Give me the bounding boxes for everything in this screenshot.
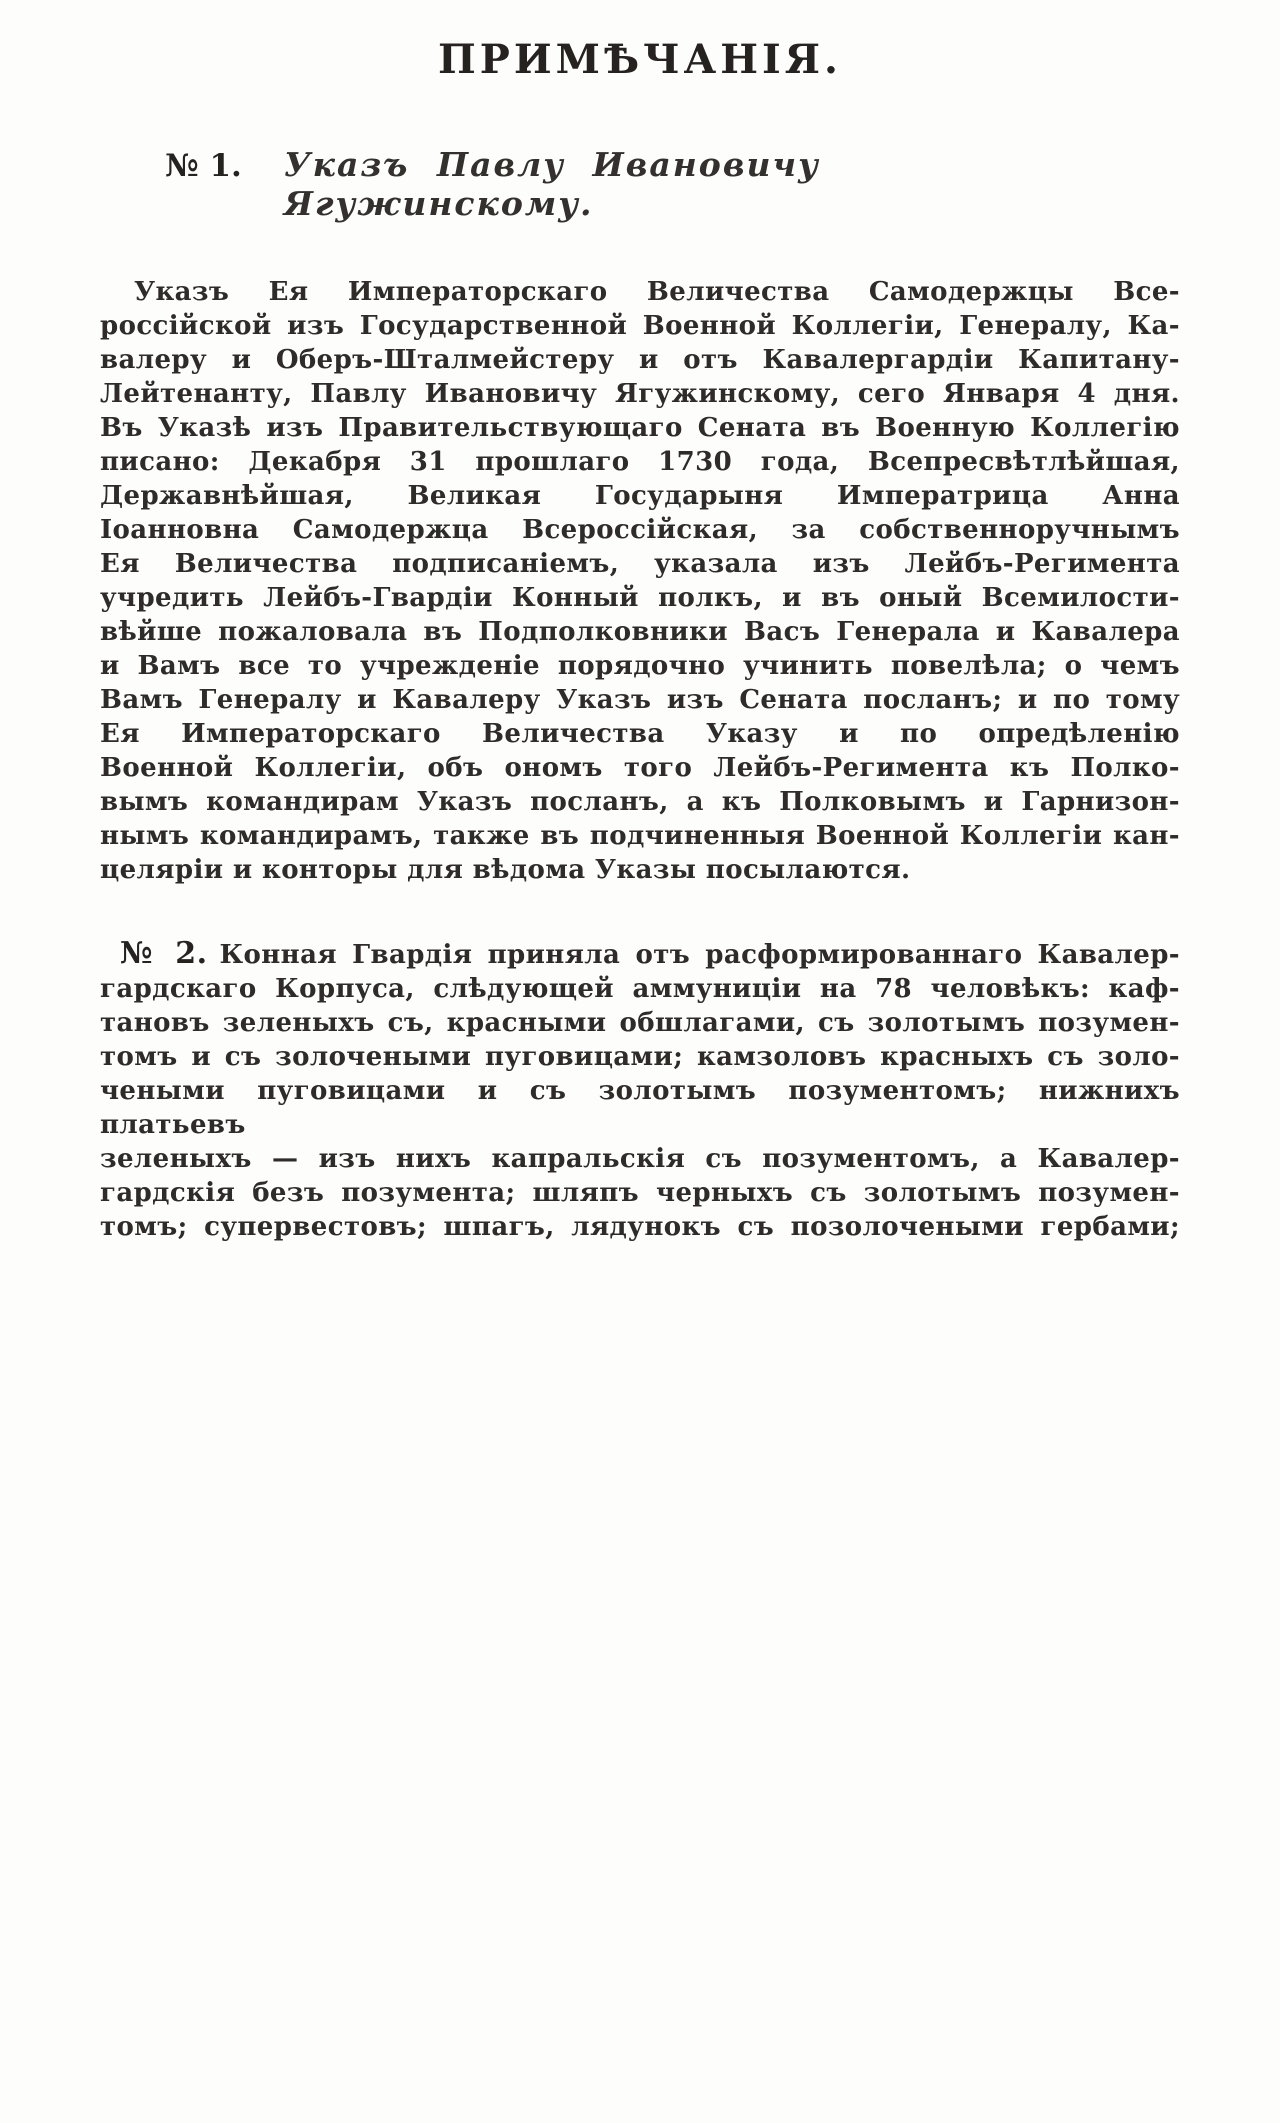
text-line: Державнѣйшая, Великая Государыня Императрица Анна <box>100 481 1180 511</box>
text-line: и Вамъ все то учрежденіе порядочно учинить повелѣла; о чемъ <box>100 651 1180 681</box>
note-1-number: № 1. <box>165 148 242 184</box>
text-line: Лейтенанту, Павлу Ивановичу Ягужинскому, сего Января 4 дня. <box>100 379 1180 409</box>
text-line: Военной Коллегіи, объ ономъ того Лейбъ-Регимента къ Полко- <box>100 753 1180 783</box>
text-line: томъ и съ золочеными пуговицами; камзоловъ красныхъ съ золо- <box>100 1042 1180 1072</box>
note-1-paragraph <box>100 275 1180 887</box>
text-line: вымъ командирам Указъ посланъ, а къ Полковымъ и Гарнизон- <box>100 787 1180 817</box>
text-line: томъ; супервестовъ; шпагъ, лядунокъ съ позолочеными гербами; <box>100 1212 1180 1242</box>
note-2-number: № 2. <box>120 936 208 971</box>
text-line: нымъ командирамъ, также въ подчиненныя Военной Коллегіи кан- <box>100 821 1180 851</box>
text-line: учредить Лейбъ-Гвардіи Конный полкъ, и въ оный Всемилости- <box>100 583 1180 613</box>
text-line: Въ Указѣ изъ Правительствующаго Сената въ Военную Коллегію <box>100 413 1180 443</box>
note-1-title: Указъ Павлу Ивановичу Ягужинскому. <box>283 145 820 223</box>
text-line: Іоанновна Самодержца Всероссійская, за собственноручнымъ <box>100 515 1180 545</box>
page-title: ПРИМѢЧАНІЯ. <box>438 36 842 83</box>
text-line: зеленыхъ — изъ нихъ капральскія съ позументомъ, а Кавалер- <box>100 1144 1180 1174</box>
text-line: гардскаго Корпуса, слѣдующей аммуниціи на 78 человѣкъ: каф- <box>100 974 1180 1004</box>
text-line <box>100 937 1180 972</box>
text-line: Вамъ Генералу и Кавалеру Указъ изъ Сената посланъ; и по тому <box>100 685 1180 715</box>
note-1-heading <box>165 145 1085 223</box>
text-line: Ея Величества подписаніемъ, указала изъ Лейбъ-Регимента <box>100 549 1180 579</box>
text-line: чеными пуговицами и съ золотымъ позументомъ; нижнихъ платьевъ <box>100 1076 1180 1140</box>
text-line: тановъ зеленыхъ съ, красными обшлагами, съ золотымъ позумен- <box>100 1008 1180 1038</box>
text-line: целяріи и конторы для вѣдома Указы посылаются. <box>100 855 911 885</box>
text-line: Ея Императорскаго Величества Указу и по опредѣленію <box>100 719 1180 749</box>
note-2-first-line-text: Конная Гвардія приняла отъ расформированнаго Кавалер- <box>219 940 1180 970</box>
text-line: Указъ Ея Императорскаго Величества Самодержцы Все- <box>134 277 1180 307</box>
note-2-lines <box>100 972 1180 1244</box>
text-line: вѣйше пожаловала въ Подполковники Васъ Генерала и Кавалера <box>100 617 1180 647</box>
note-2-paragraph <box>100 937 1180 1244</box>
text-line: валеру и Оберъ-Шталмейстеру и отъ Кавалергардіи Капитану- <box>100 345 1180 375</box>
text-line: россійской изъ Государственной Военной Коллегіи, Генералу, Ка- <box>100 311 1180 341</box>
text-line: писано: Декабря 31 прошлаго 1730 года, Всепресвѣтлѣйшая, <box>100 447 1180 477</box>
text-line: гардскія безъ позумента; шляпъ черныхъ съ золотымъ позумен- <box>100 1178 1180 1208</box>
